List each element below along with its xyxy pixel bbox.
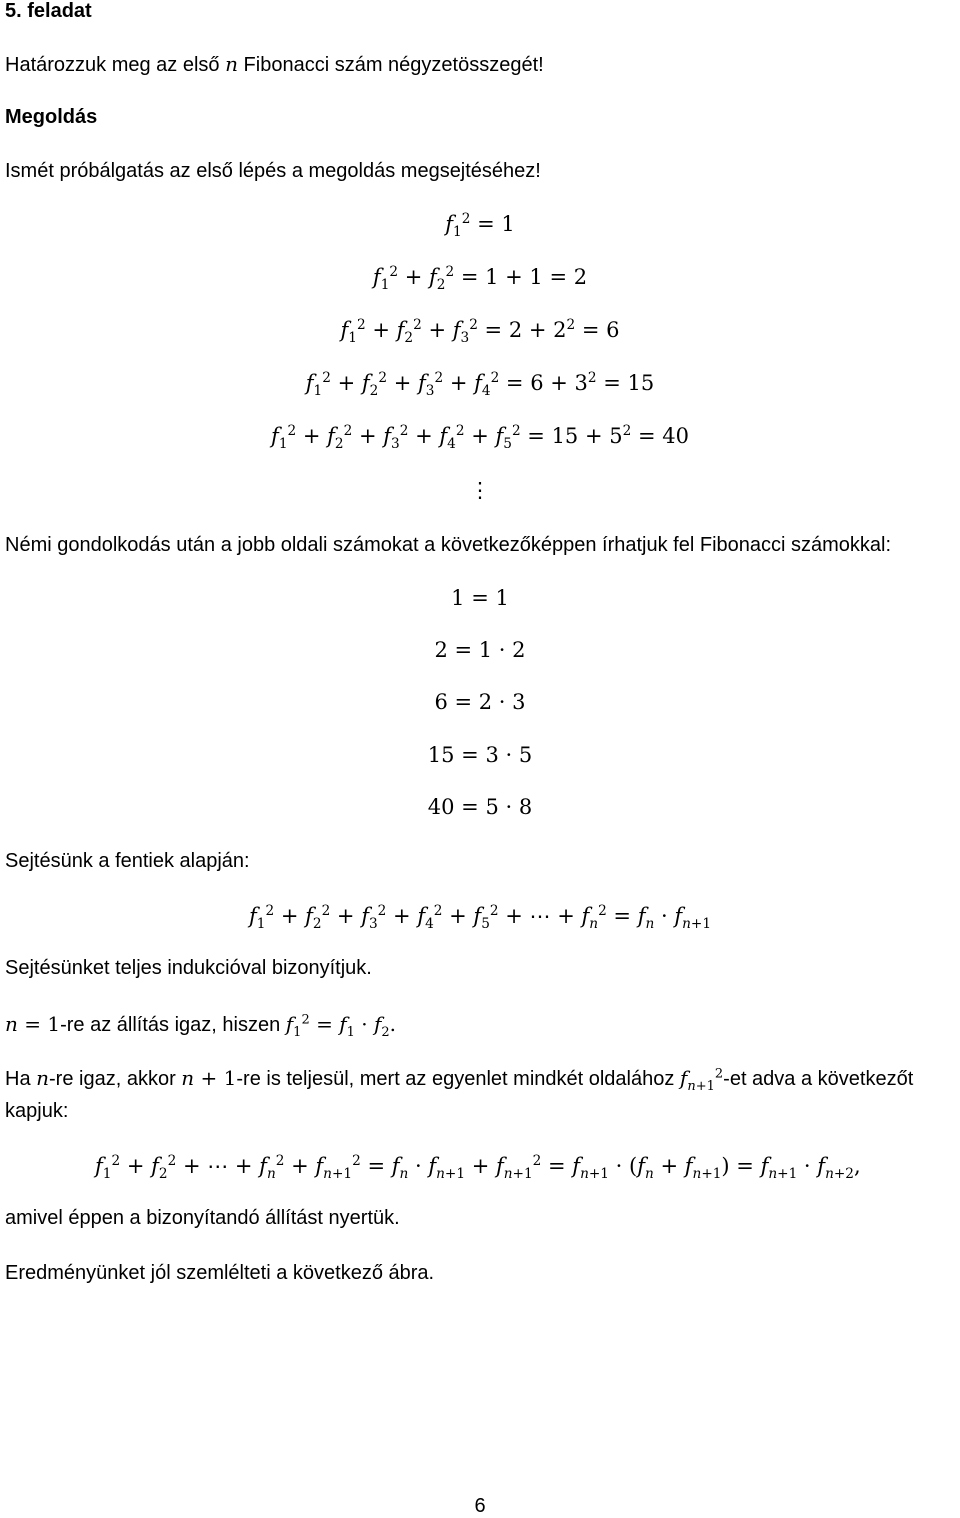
base-case: [5, 1012, 397, 1040]
product-row-2: 2 = 1 · 2: [434, 638, 526, 662]
step-text-1: -re igaz, akkor: [49, 1068, 182, 1090]
task-variable: n: [225, 52, 238, 76]
step-continuation: kapjuk:: [5, 1100, 69, 1122]
product-row-1: 1 = 1: [451, 586, 509, 610]
page-number: 6: [474, 1495, 486, 1517]
step-variable-2: n: [181, 1066, 195, 1090]
task-statement: [5, 52, 544, 77]
base-case-equals: = 1: [17, 1012, 61, 1036]
middle-text: Némi gondolkodás után a jobb oldali számokat a következőképpen írhatjuk fel Fibonacci számokkal:: [5, 534, 892, 556]
induction-step: [5, 1066, 914, 1094]
sum-row-5: $f_1^2 + f_2^2 + f_3^2 + f_4^2 + f_5^2 = 15 + 5^2 = 40$: [271, 423, 689, 453]
step-text-3: -re is teljesül, mert az egyenlet mindkét oldalához: [236, 1068, 680, 1090]
intro-text: Ismét próbálgatás az első lépés a megoldás megsejtéséhez!: [5, 160, 541, 182]
product-row-3: 6 = 2 · 3: [434, 690, 526, 714]
conjecture-text: Sejtésünk a fentiek alapján:: [5, 850, 250, 872]
conjecture-formula: $f_1^2 + f_2^2 + f_3^2 + f_4^2 + f_5^2$ + ⋯ + $f_n^2 = f_n \cdot f_{n+1}$: [248, 903, 711, 933]
step-text-4: -et adva a következőt: [723, 1068, 914, 1090]
base-case-formula: $f_1^2 = f_1 \cdot f_2$.: [285, 1012, 397, 1040]
product-row-4: 15 = 3 · 5: [427, 743, 533, 767]
vertical-dots: ⋮: [469, 478, 491, 502]
induction-formula: $f_1^2 + f_2^2$ + ⋯ + $f_n^2 + f_{n+1}^2 = f_n \cdot f_{n+1} + f_{n+1}^2 = f_{n+1} \cdot (f_n + f_{n+1}) = f_{n+1} \cdot f_{n+2}$,: [95, 1153, 861, 1183]
sum-row-4: $f_1^2 + f_2^2 + f_3^2 + f_4^2 = 6 + 3^2 = 15$: [305, 370, 655, 400]
task-text-post: Fibonacci szám négyzetösszegét!: [238, 54, 544, 76]
figure-text: Eredményünket jól szemlélteti a következő ábra.: [5, 1262, 435, 1284]
induction-text: Sejtésünket teljes indukcióval bizonyítjuk.: [5, 957, 372, 979]
step-ha: Ha: [5, 1068, 37, 1090]
sum-row-2: $f_1^2 + f_2^2 = 1 + 1 = 2$: [372, 264, 588, 294]
exercise-heading: 5. feladat: [5, 0, 92, 22]
base-case-variable: n: [5, 1012, 18, 1036]
base-case-text: -re az állítás igaz, hiszen: [60, 1014, 286, 1036]
sum-row-3: $f_1^2 + f_2^2 + f_3^2 = 2 + 2^2 = 6$: [340, 317, 620, 347]
step-term: $f_{n+1}^2$: [679, 1066, 724, 1094]
task-text-pre: Határozzuk meg az első: [5, 54, 226, 76]
product-row-5: 40 = 5 · 8: [427, 795, 533, 819]
step-variable: n: [36, 1066, 50, 1090]
step-plus-one: + 1: [194, 1066, 237, 1090]
solution-label: Megoldás: [5, 106, 98, 128]
conclusion-text: amivel éppen a bizonyítandó állítást nyertük.: [5, 1207, 400, 1229]
sum-row-1: $f_1^2 = 1$: [445, 211, 515, 241]
